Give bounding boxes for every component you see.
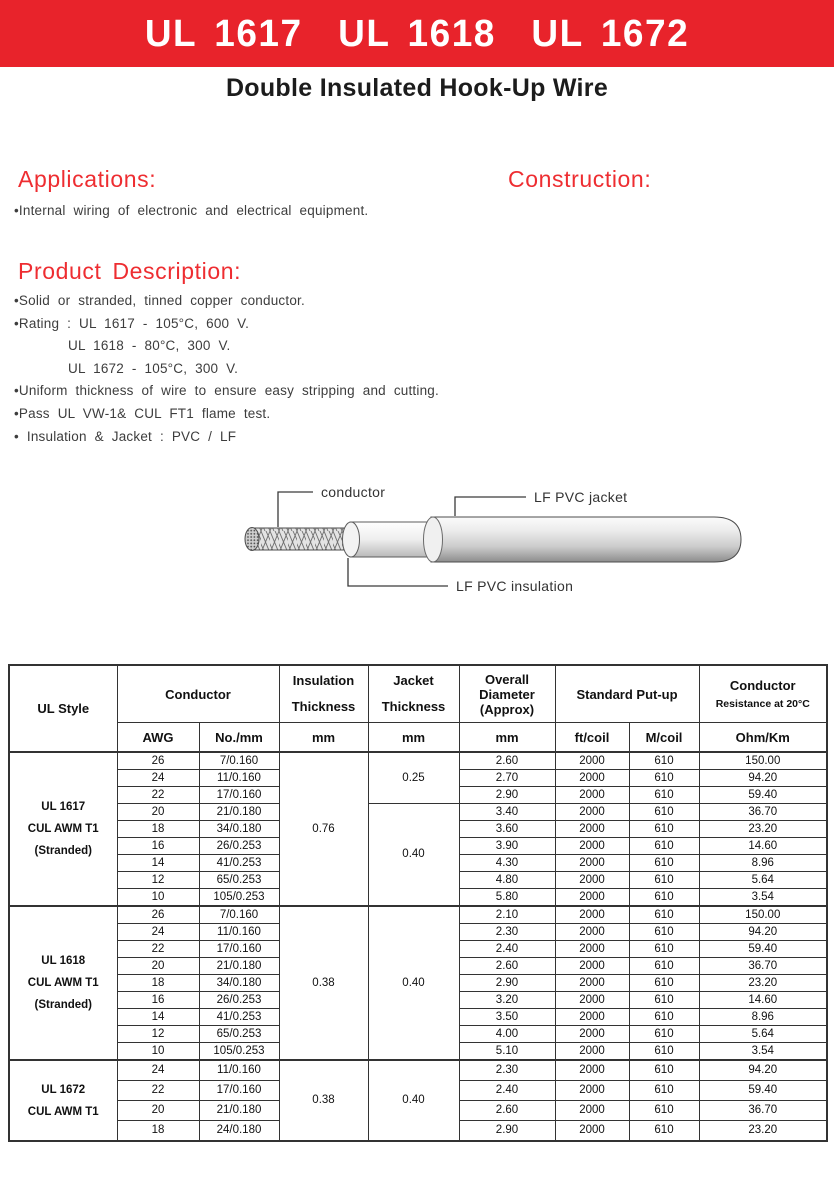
od-cell: 2.60 xyxy=(459,752,555,770)
m-coil-cell: 610 xyxy=(629,787,699,804)
ohm-km-cell: 59.40 xyxy=(699,941,827,958)
pd-bullet-conductor: •Solid or stranded, tinned copper conductor. xyxy=(14,293,305,308)
m-coil-cell: 610 xyxy=(629,1060,699,1081)
pd-rating-ul1672: UL 1672 - 105°C, 300 V. xyxy=(68,360,239,376)
awg-cell: 18 xyxy=(117,1121,199,1142)
table-row xyxy=(9,906,827,924)
col-header-jacket-thickness xyxy=(368,665,459,723)
table-row xyxy=(9,804,827,821)
m-coil-cell: 610 xyxy=(629,958,699,975)
header-banner xyxy=(0,0,834,67)
ul-style-line: CUL AWM T1 xyxy=(27,977,99,989)
ohm-km-cell: 59.40 xyxy=(699,1081,827,1101)
jacket-cell: 0.25 xyxy=(368,752,459,804)
conductor-leader-line xyxy=(278,492,313,527)
ft-coil-cell: 2000 xyxy=(555,1121,629,1142)
ft-coil-cell: 2000 xyxy=(555,770,629,787)
pd-bullet-flame-test: •Pass UL VW-1& CUL FT1 flame test. xyxy=(14,405,271,421)
overall-header-line1: Overall xyxy=(484,671,530,687)
insulation-end-cap xyxy=(343,522,360,557)
od-cell: 3.90 xyxy=(459,838,555,855)
sub-header-insulation-mm: mm xyxy=(279,723,368,753)
m-coil-cell: 610 xyxy=(629,1101,699,1121)
m-coil-cell: 610 xyxy=(629,889,699,907)
table-header-row-units xyxy=(9,723,827,753)
ohm-km-cell: 23.20 xyxy=(699,975,827,992)
conductor-label: conductor xyxy=(321,484,386,500)
ft-coil-cell: 2000 xyxy=(555,752,629,770)
no-mm-cell: 17/0.160 xyxy=(199,941,279,958)
m-coil-cell: 610 xyxy=(629,1026,699,1043)
ft-coil-cell: 2000 xyxy=(555,941,629,958)
awg-cell: 12 xyxy=(117,1026,199,1043)
ft-coil-cell: 2000 xyxy=(555,1026,629,1043)
jacket-cell: 0.40 xyxy=(368,906,459,1060)
ft-coil-cell: 2000 xyxy=(555,906,629,924)
m-coil-cell: 610 xyxy=(629,804,699,821)
pd-rating-ul1618: UL 1618 - 80°C, 300 V. xyxy=(68,338,231,354)
insulation-cell: 0.38 xyxy=(279,906,368,1060)
m-coil-cell: 610 xyxy=(629,975,699,992)
m-coil-cell: 610 xyxy=(629,855,699,872)
od-cell: 3.20 xyxy=(459,992,555,1009)
resistance-header-line2: Resistance at 20°C xyxy=(715,698,810,710)
awg-cell: 26 xyxy=(117,906,199,924)
ul-style-line: UL 1618 xyxy=(41,955,86,967)
ohm-km-cell: 94.20 xyxy=(699,1060,827,1081)
ft-coil-cell: 2000 xyxy=(555,992,629,1009)
ul-style-line: CUL AWM T1 xyxy=(27,1105,99,1118)
awg-cell: 22 xyxy=(117,941,199,958)
sub-header-ohm-km: Ohm/Km xyxy=(699,723,827,753)
ft-coil-cell: 2000 xyxy=(555,958,629,975)
awg-cell: 20 xyxy=(117,958,199,975)
od-cell: 4.80 xyxy=(459,872,555,889)
jacket-tube xyxy=(431,517,741,562)
ul-style-cell xyxy=(9,752,117,906)
awg-cell: 24 xyxy=(117,924,199,941)
ohm-km-cell: 14.60 xyxy=(699,992,827,1009)
od-cell: 2.60 xyxy=(459,1101,555,1121)
sub-header-no-mm: No./mm xyxy=(199,723,279,753)
od-cell: 2.40 xyxy=(459,941,555,958)
ohm-km-cell: 36.70 xyxy=(699,958,827,975)
awg-cell: 16 xyxy=(117,838,199,855)
jacket-end-cap xyxy=(424,517,443,562)
ohm-km-cell: 3.54 xyxy=(699,1043,827,1061)
ul-style-cell xyxy=(9,906,117,1060)
ohm-km-cell: 36.70 xyxy=(699,804,827,821)
sub-header-od-mm: mm xyxy=(459,723,555,753)
ft-coil-cell: 2000 xyxy=(555,838,629,855)
col-header-overall-diameter xyxy=(459,665,555,723)
ul-style-line: CUL AWM T1 xyxy=(27,823,99,835)
jacket-cell: 0.40 xyxy=(368,804,459,907)
awg-cell: 20 xyxy=(117,1101,199,1121)
no-mm-cell: 11/0.160 xyxy=(199,924,279,941)
applications-bullet: •Internal wiring of electronic and electrical equipment. xyxy=(14,203,369,218)
m-coil-cell: 610 xyxy=(629,770,699,787)
od-cell: 5.10 xyxy=(459,1043,555,1061)
od-cell: 3.60 xyxy=(459,821,555,838)
applications-heading: Applications: xyxy=(18,166,157,192)
awg-cell: 14 xyxy=(117,1009,199,1026)
sub-header-awg: AWG xyxy=(117,723,199,753)
m-coil-cell: 610 xyxy=(629,941,699,958)
ul-style-line: UL 1672 xyxy=(41,1083,86,1096)
od-cell: 4.30 xyxy=(459,855,555,872)
no-mm-cell: 41/0.253 xyxy=(199,855,279,872)
awg-cell: 22 xyxy=(117,787,199,804)
no-mm-cell: 21/0.180 xyxy=(199,804,279,821)
ul-style-cell xyxy=(9,1060,117,1141)
od-cell: 3.50 xyxy=(459,1009,555,1026)
no-mm-cell: 34/0.180 xyxy=(199,821,279,838)
col-header-insulation-thickness xyxy=(279,665,368,723)
m-coil-cell: 610 xyxy=(629,906,699,924)
jacket-label: LF PVC jacket xyxy=(534,489,628,505)
ft-coil-cell: 2000 xyxy=(555,804,629,821)
no-mm-cell: 24/0.180 xyxy=(199,1121,279,1142)
pd-bullet-insulation-jacket: • Insulation & Jacket : PVC / LF xyxy=(14,428,237,444)
od-cell: 2.90 xyxy=(459,1121,555,1142)
pd-bullet-rating: •Rating : UL 1617 - 105°C, 600 V. xyxy=(14,315,250,331)
awg-cell: 10 xyxy=(117,1043,199,1061)
awg-cell: 24 xyxy=(117,770,199,787)
sub-header-m-coil: M/coil xyxy=(629,723,699,753)
overall-header-line3: (Approx) xyxy=(479,701,535,717)
construction-heading: Construction: xyxy=(508,166,652,192)
no-mm-cell: 105/0.253 xyxy=(199,889,279,907)
ohm-km-cell: 3.54 xyxy=(699,889,827,907)
col-header-standard-put-up: Standard Put-up xyxy=(555,665,699,723)
jacket-header-line2: Thickness xyxy=(381,699,446,714)
ft-coil-cell: 2000 xyxy=(555,1043,629,1061)
od-cell: 2.30 xyxy=(459,924,555,941)
jacket-leader-line xyxy=(455,497,526,516)
col-header-conductor-resistance xyxy=(699,665,827,723)
ohm-km-cell: 14.60 xyxy=(699,838,827,855)
no-mm-cell: 17/0.160 xyxy=(199,1081,279,1101)
m-coil-cell: 610 xyxy=(629,924,699,941)
table-row xyxy=(9,1060,827,1081)
awg-cell: 10 xyxy=(117,889,199,907)
sub-header-ft-coil: ft/coil xyxy=(555,723,629,753)
jacket-header-line1: Jacket xyxy=(393,673,434,688)
no-mm-cell: 26/0.253 xyxy=(199,838,279,855)
m-coil-cell: 610 xyxy=(629,1121,699,1142)
od-cell: 2.90 xyxy=(459,787,555,804)
ft-coil-cell: 2000 xyxy=(555,855,629,872)
ohm-km-cell: 59.40 xyxy=(699,787,827,804)
no-mm-cell: 41/0.253 xyxy=(199,1009,279,1026)
table-row xyxy=(9,752,827,770)
ft-coil-cell: 2000 xyxy=(555,1101,629,1121)
awg-cell: 14 xyxy=(117,855,199,872)
ohm-km-cell: 23.20 xyxy=(699,1121,827,1142)
ohm-km-cell: 23.20 xyxy=(699,821,827,838)
ft-coil-cell: 2000 xyxy=(555,821,629,838)
no-mm-cell: 17/0.160 xyxy=(199,787,279,804)
no-mm-cell: 105/0.253 xyxy=(199,1043,279,1061)
awg-cell: 24 xyxy=(117,1060,199,1081)
wire-construction-diagram xyxy=(0,465,834,610)
awg-cell: 26 xyxy=(117,752,199,770)
insulation-cell: 0.38 xyxy=(279,1060,368,1141)
specification-table xyxy=(8,664,828,1142)
col-header-ul-style: UL Style xyxy=(9,665,117,752)
no-mm-cell: 65/0.253 xyxy=(199,1026,279,1043)
page-title: UL 1617 UL 1618 UL 1672 xyxy=(144,12,690,54)
ft-coil-cell: 2000 xyxy=(555,1060,629,1081)
ft-coil-cell: 2000 xyxy=(555,975,629,992)
page-subtitle: Double Insulated Hook-Up Wire xyxy=(225,74,609,102)
m-coil-cell: 610 xyxy=(629,1009,699,1026)
insulation-header-line2: Thickness xyxy=(291,699,356,714)
ohm-km-cell: 94.20 xyxy=(699,770,827,787)
m-coil-cell: 610 xyxy=(629,1081,699,1101)
m-coil-cell: 610 xyxy=(629,752,699,770)
pd-bullet-uniform: •Uniform thickness of wire to ensure easy stripping and cutting. xyxy=(14,383,439,399)
awg-cell: 16 xyxy=(117,992,199,1009)
jacket-cell: 0.40 xyxy=(368,1060,459,1141)
ohm-km-cell: 8.96 xyxy=(699,1009,827,1026)
ft-coil-cell: 2000 xyxy=(555,1009,629,1026)
ohm-km-cell: 5.64 xyxy=(699,1026,827,1043)
m-coil-cell: 610 xyxy=(629,992,699,1009)
ft-coil-cell: 2000 xyxy=(555,889,629,907)
awg-cell: 18 xyxy=(117,821,199,838)
od-cell: 5.80 xyxy=(459,889,555,907)
overall-header-line2: Diameter xyxy=(479,686,535,702)
no-mm-cell: 7/0.160 xyxy=(199,752,279,770)
no-mm-cell: 11/0.160 xyxy=(199,770,279,787)
ul-style-line: (Stranded) xyxy=(34,845,92,857)
no-mm-cell: 21/0.180 xyxy=(199,958,279,975)
awg-cell: 12 xyxy=(117,872,199,889)
od-cell: 2.30 xyxy=(459,1060,555,1081)
m-coil-cell: 610 xyxy=(629,872,699,889)
col-header-conductor: Conductor xyxy=(117,665,279,723)
ohm-km-cell: 8.96 xyxy=(699,855,827,872)
m-coil-cell: 610 xyxy=(629,1043,699,1061)
table-body xyxy=(9,752,827,1141)
od-cell: 2.60 xyxy=(459,958,555,975)
product-description-list xyxy=(14,290,439,448)
no-mm-cell: 7/0.160 xyxy=(199,906,279,924)
insulation-header-line1: Insulation xyxy=(292,673,355,688)
table-header-row-main xyxy=(9,665,827,723)
awg-cell: 22 xyxy=(117,1081,199,1101)
ohm-km-cell: 36.70 xyxy=(699,1101,827,1121)
ft-coil-cell: 2000 xyxy=(555,1081,629,1101)
ul-style-line: UL 1617 xyxy=(41,801,86,813)
ohm-km-cell: 94.20 xyxy=(699,924,827,941)
od-cell: 2.90 xyxy=(459,975,555,992)
conductor-end-cap xyxy=(245,528,259,551)
product-description-heading: Product Description: xyxy=(18,258,242,284)
od-cell: 2.10 xyxy=(459,906,555,924)
conductor-strands xyxy=(251,528,355,550)
no-mm-cell: 34/0.180 xyxy=(199,975,279,992)
awg-cell: 18 xyxy=(117,975,199,992)
insulation-cell: 0.76 xyxy=(279,752,368,906)
ft-coil-cell: 2000 xyxy=(555,872,629,889)
ul-style-line: (Stranded) xyxy=(34,999,92,1011)
resistance-header-line1: Conductor xyxy=(729,678,796,693)
od-cell: 2.70 xyxy=(459,770,555,787)
ft-coil-cell: 2000 xyxy=(555,924,629,941)
no-mm-cell: 21/0.180 xyxy=(199,1101,279,1121)
ohm-km-cell: 5.64 xyxy=(699,872,827,889)
awg-cell: 20 xyxy=(117,804,199,821)
insulation-label: LF PVC insulation xyxy=(456,578,574,594)
no-mm-cell: 26/0.253 xyxy=(199,992,279,1009)
od-cell: 4.00 xyxy=(459,1026,555,1043)
no-mm-cell: 11/0.160 xyxy=(199,1060,279,1081)
od-cell: 3.40 xyxy=(459,804,555,821)
m-coil-cell: 610 xyxy=(629,821,699,838)
sub-header-jacket-mm: mm xyxy=(368,723,459,753)
m-coil-cell: 610 xyxy=(629,838,699,855)
ohm-km-cell: 150.00 xyxy=(699,906,827,924)
no-mm-cell: 65/0.253 xyxy=(199,872,279,889)
od-cell: 2.40 xyxy=(459,1081,555,1101)
ft-coil-cell: 2000 xyxy=(555,787,629,804)
ohm-km-cell: 150.00 xyxy=(699,752,827,770)
